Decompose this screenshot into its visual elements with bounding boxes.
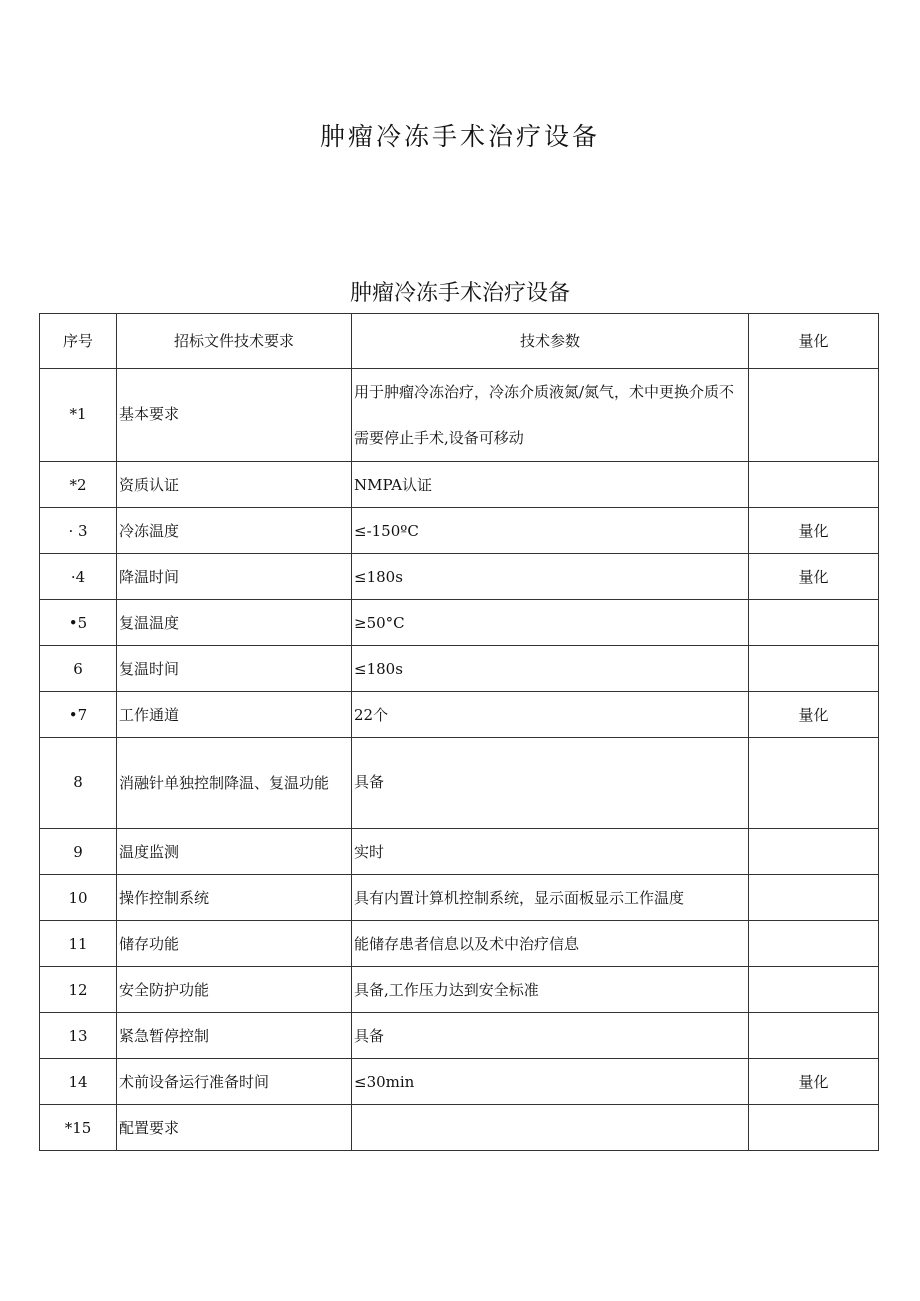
row-no: *15 xyxy=(40,1105,117,1151)
row-no: *1 xyxy=(40,369,117,462)
row-quant xyxy=(749,462,879,508)
row-quant xyxy=(749,600,879,646)
row-no: 9 xyxy=(40,829,117,875)
row-requirement: 基本要求 xyxy=(117,369,352,462)
row-no: •5 xyxy=(40,600,117,646)
row-requirement: 资质认证 xyxy=(117,462,352,508)
table-row xyxy=(40,1105,879,1151)
row-requirement: 储存功能 xyxy=(117,921,352,967)
row-no: •7 xyxy=(40,692,117,738)
header-requirement: 招标文件技术要求 xyxy=(117,314,352,369)
row-quant xyxy=(749,829,879,875)
table-row xyxy=(40,1059,879,1105)
table-row xyxy=(40,875,879,921)
spec-table xyxy=(39,313,879,1151)
row-no: 14 xyxy=(40,1059,117,1105)
row-quant: 量化 xyxy=(749,508,879,554)
row-parameter: ≤180s xyxy=(352,646,749,692)
table-row xyxy=(40,967,879,1013)
row-requirement: 紧急暂停控制 xyxy=(117,1013,352,1059)
row-requirement: 操作控制系统 xyxy=(117,875,352,921)
header-quant: 量化 xyxy=(749,314,879,369)
row-parameter: ≤180s xyxy=(352,554,749,600)
row-parameter: 能储存患者信息以及术中治疗信息 xyxy=(352,921,749,967)
table-row xyxy=(40,600,879,646)
row-parameter: 具有内置计算机控制系统，显示面板显示工作温度 xyxy=(352,875,749,921)
row-parameter: 具备 xyxy=(352,1013,749,1059)
row-quant xyxy=(749,875,879,921)
page-title: 肿瘤冷冻手术治疗设备 xyxy=(319,122,600,151)
row-quant xyxy=(749,1105,879,1151)
table-row xyxy=(40,921,879,967)
header-no: 序号 xyxy=(40,314,117,369)
header-parameter: 技术参数 xyxy=(352,314,749,369)
row-no: 11 xyxy=(40,921,117,967)
row-quant: 量化 xyxy=(749,1059,879,1105)
row-no: 13 xyxy=(40,1013,117,1059)
table-row xyxy=(40,462,879,508)
row-parameter: 实时 xyxy=(352,829,749,875)
row-quant xyxy=(749,646,879,692)
row-requirement: 配置要求 xyxy=(117,1105,352,1151)
row-no: 6 xyxy=(40,646,117,692)
row-no: ·4 xyxy=(40,554,117,600)
row-requirement: 安全防护功能 xyxy=(117,967,352,1013)
row-quant xyxy=(749,738,879,829)
row-no: *2 xyxy=(40,462,117,508)
row-requirement: 冷冻温度 xyxy=(117,508,352,554)
row-requirement: 工作通道 xyxy=(117,692,352,738)
row-quant xyxy=(749,921,879,967)
table-row xyxy=(40,369,879,462)
table-row xyxy=(40,692,879,738)
row-parameter: 22个 xyxy=(352,692,749,738)
row-no: 10 xyxy=(40,875,117,921)
table-row xyxy=(40,646,879,692)
row-quant: 量化 xyxy=(749,554,879,600)
row-parameter: ≤30min xyxy=(352,1059,749,1105)
row-requirement: 温度监测 xyxy=(117,829,352,875)
row-no: 12 xyxy=(40,967,117,1013)
table-row xyxy=(40,1013,879,1059)
row-parameter: NMPA认证 xyxy=(352,462,749,508)
table-header-row xyxy=(40,314,879,369)
table-row xyxy=(40,829,879,875)
row-quant: 量化 xyxy=(749,692,879,738)
table-row xyxy=(40,738,879,829)
row-requirement: 降温时间 xyxy=(117,554,352,600)
row-quant xyxy=(749,369,879,462)
row-requirement: 术前设备运行准备时间 xyxy=(117,1059,352,1105)
row-requirement: 复温时间 xyxy=(117,646,352,692)
row-no: · 3 xyxy=(40,508,117,554)
row-parameter: 具备 xyxy=(352,738,749,829)
row-requirement: 复温温度 xyxy=(117,600,352,646)
row-parameter: ≤-150ºC xyxy=(352,508,749,554)
row-quant xyxy=(749,967,879,1013)
table-row xyxy=(40,508,879,554)
table-title: 肿瘤冷冻手术治疗设备 xyxy=(349,281,570,306)
row-parameter xyxy=(352,1105,749,1151)
row-no: 8 xyxy=(40,738,117,829)
row-quant xyxy=(749,1013,879,1059)
row-parameter: ≥50°C xyxy=(352,600,749,646)
row-parameter: 具备,工作压力达到安全标准 xyxy=(352,967,749,1013)
table-row xyxy=(40,554,879,600)
row-requirement: 消融针单独控制降温、复温功能 xyxy=(117,738,352,829)
row-parameter: 用于肿瘤冷冻治疗，冷冻介质液氮/氮气，术中更换介质不需要停止手术,设备可移动 xyxy=(352,369,749,462)
